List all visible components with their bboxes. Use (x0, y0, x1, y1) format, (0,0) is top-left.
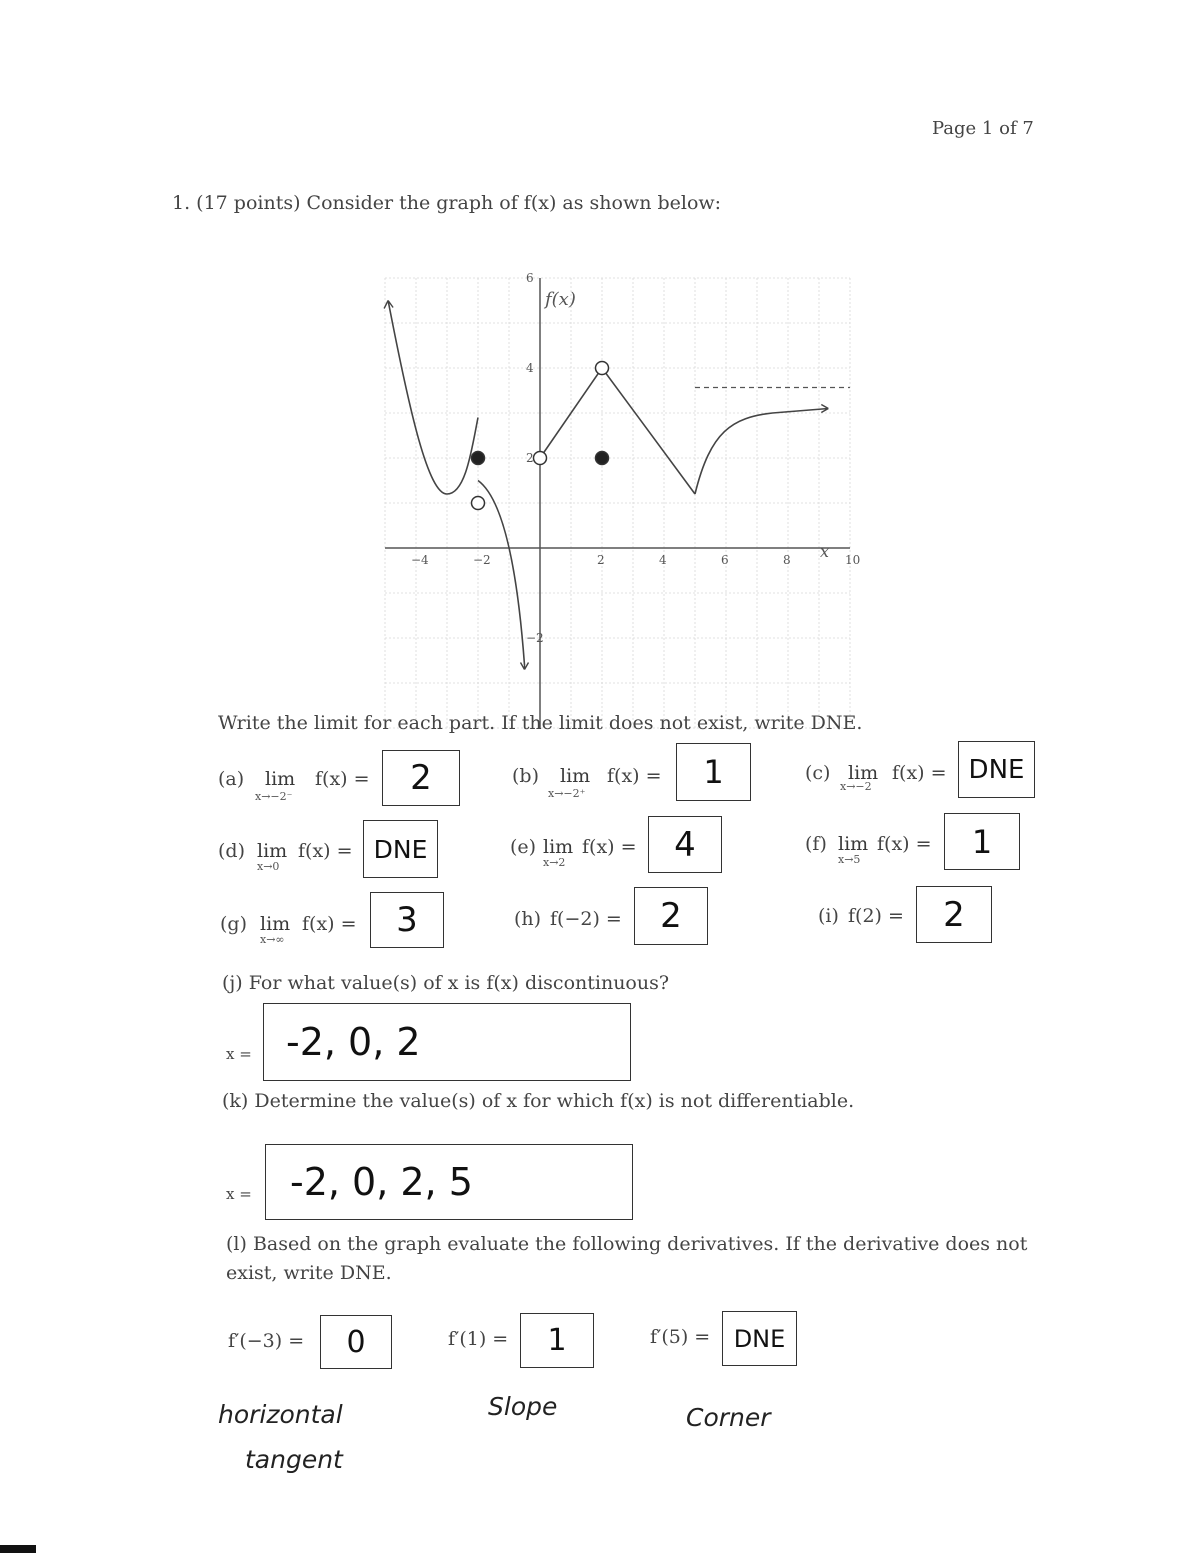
lim-word: lim (257, 840, 288, 862)
answer-box-deriv-1[interactable] (320, 1315, 392, 1369)
answer-g: 3 (396, 900, 418, 940)
part-i-expr: f(2) = (848, 905, 904, 927)
answer-box-d[interactable] (363, 820, 438, 878)
series-asymptote-branch (478, 481, 525, 666)
open-point (534, 452, 547, 465)
x-tick-label: −2 (473, 553, 491, 567)
answer-box-g[interactable] (370, 892, 444, 948)
part-a-lim (255, 768, 296, 803)
lim-word: lim (543, 836, 574, 858)
y-tick-label: 6 (526, 271, 534, 285)
note-corner: Corner (686, 1403, 771, 1432)
lim-sub: x→−2⁻ (255, 790, 293, 803)
part-d-label: (d) (218, 840, 245, 862)
answer-j: -2, 0, 2 (286, 1020, 421, 1064)
part-d-expr: f(x) = (298, 840, 353, 862)
answer-deriv-3: DNE (733, 1324, 786, 1353)
answer-i: 2 (943, 894, 965, 935)
page-number: Page 1 of 7 (932, 118, 1034, 139)
lim-word: lim (560, 765, 591, 787)
y-tick-label: 2 (526, 451, 534, 465)
lim-sub: x→5 (838, 853, 861, 866)
part-j-question: (j) For what value(s) of x is f(x) discontinuous? (222, 972, 670, 994)
part-d-lim (257, 840, 288, 873)
open-point (472, 497, 485, 510)
lim-sub: x→0 (257, 860, 280, 873)
answer-box-f[interactable] (944, 813, 1020, 870)
part-f-label: (f) (805, 833, 827, 855)
part-k-question: (k) Determine the value(s) of x for which f(x) is not differentiable. (222, 1090, 855, 1112)
question-intro: 1. (17 points) Consider the graph of f(x) as shown below: (172, 192, 722, 214)
deriv-2-expr: f′(1) = (448, 1328, 509, 1350)
part-f-expr: f(x) = (877, 833, 932, 855)
answer-deriv-1: 0 (346, 1324, 366, 1360)
part-k-x-label: x = (226, 1185, 252, 1203)
lim-word: lim (848, 762, 879, 784)
series-curve-to-asymptote (695, 409, 828, 495)
deriv-3-expr: f′(5) = (650, 1326, 711, 1348)
series-v-segment (540, 368, 695, 494)
part-b-label: (b) (512, 765, 539, 787)
scan-edge-mark (0, 1545, 36, 1553)
lim-sub: x→−2⁺ (548, 787, 586, 800)
part-l-question: (l) Based on the graph evaluate the following derivatives. If the derivative does not exist, write DNE. (226, 1233, 1028, 1284)
answer-k: -2, 0, 2, 5 (290, 1160, 473, 1204)
part-g-expr: f(x) = (302, 913, 357, 935)
part-h-label: (h) (514, 908, 542, 930)
answer-box-k[interactable] (265, 1144, 633, 1220)
answer-deriv-2: 1 (547, 1323, 567, 1358)
x-tick-label: 2 (597, 553, 605, 567)
answer-box-c[interactable] (958, 741, 1035, 798)
answer-box-j[interactable] (263, 1003, 631, 1081)
graph-grid (385, 278, 850, 728)
part-h-expr: f(−2) = (550, 908, 622, 930)
note-horizontal: horizontal (218, 1400, 343, 1429)
answer-box-e[interactable] (648, 816, 722, 873)
deriv-1-expr: f′(−3) = (228, 1330, 305, 1352)
answer-box-deriv-3[interactable] (722, 1311, 797, 1366)
x-tick-label: 10 (845, 553, 861, 567)
answer-box-b[interactable] (676, 743, 751, 801)
part-c-label: (c) (805, 762, 831, 784)
graph-curves (384, 301, 850, 670)
x-tick-label: 8 (783, 553, 791, 567)
part-e-label: (e) (510, 836, 537, 858)
lim-sub: x→−2 (840, 780, 872, 793)
lim-word: lim (265, 768, 296, 790)
answer-c: DNE (968, 754, 1025, 785)
x-tick-label: −4 (411, 553, 429, 567)
lim-sub: x→∞ (260, 933, 285, 946)
part-c-expr: f(x) = (892, 762, 947, 784)
part-e-lim (543, 836, 574, 869)
note-slope: Slope (488, 1392, 558, 1421)
answer-box-i[interactable] (916, 886, 992, 943)
open-point (596, 362, 609, 375)
note-tangent: tangent (245, 1445, 343, 1474)
lim-word: lim (260, 913, 291, 935)
answer-box-deriv-2[interactable] (520, 1313, 594, 1368)
closed-point (596, 452, 609, 465)
y-tick-label: 4 (526, 361, 534, 375)
answer-d: DNE (373, 834, 428, 864)
part-b-lim (548, 765, 591, 800)
part-j-x-label: x = (226, 1045, 252, 1063)
x-tick-label: 4 (659, 553, 667, 567)
part-g-label: (g) (220, 913, 247, 935)
answer-f: 1 (971, 822, 993, 861)
answer-h: 2 (660, 896, 682, 936)
answer-b: 1 (703, 753, 724, 791)
lim-sub: x→2 (543, 856, 566, 869)
part-g-lim (260, 913, 291, 946)
closed-point (472, 452, 485, 465)
graph-xlabel: x (820, 542, 830, 561)
part-c-lim (840, 762, 879, 793)
answer-a: 2 (410, 758, 432, 798)
series-left-branch (388, 301, 478, 495)
x-tick-label: 6 (721, 553, 729, 567)
answer-box-h[interactable] (634, 887, 708, 945)
part-b-expr: f(x) = (607, 765, 662, 787)
graph-ylabel: f(x) (545, 289, 576, 310)
lim-word: lim (838, 833, 869, 855)
part-a-expr: f(x) = (315, 768, 370, 790)
instruction: Write the limit for each part. If the limit does not exist, write DNE. (218, 712, 863, 734)
part-i-label: (i) (818, 905, 839, 927)
y-tick-label: −2 (526, 631, 544, 645)
part-f-lim (838, 833, 869, 866)
part-a-label: (a) (218, 768, 245, 790)
part-e-expr: f(x) = (582, 836, 637, 858)
answer-box-a[interactable] (382, 750, 460, 806)
answer-e: 4 (674, 824, 696, 865)
